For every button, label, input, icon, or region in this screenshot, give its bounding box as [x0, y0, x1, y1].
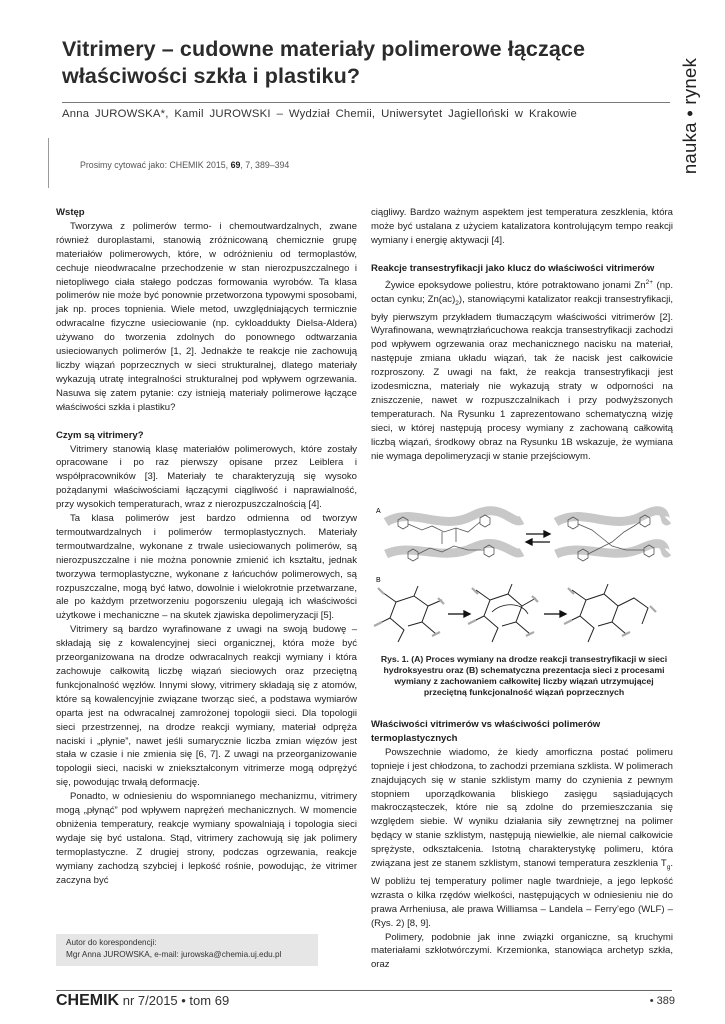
journal-issue: nr 7/2015 • tom 69 — [119, 993, 230, 1008]
panel-b-arrows — [448, 611, 566, 617]
title-divider — [62, 102, 670, 103]
section-tab-label: nauka • rynek — [679, 57, 700, 174]
heading-intro: Wstęp — [56, 207, 85, 218]
footer-divider — [56, 990, 672, 991]
citation-volume: 69 — [230, 160, 241, 170]
right-column-bottom — [371, 718, 673, 972]
heading-properties: Właściwości vitrimerów vs właściwości polimerów termoplastycznych — [371, 719, 601, 744]
figure-caption: Rys. 1. (A) Proces wymiany na drodze reakcji transestryfikacji w sieci hydroksyestru oraz (B) schematyczna prezentacja sieci z procesami wymiany z zachowaniem całkowitej liczby wiązań utrzymującej przeciętną funkcjonalność wiązań poprzecznych — [380, 654, 668, 697]
panel-a-left — [386, 511, 522, 561]
citation-suffix: , 7, 389–394 — [240, 160, 290, 170]
figure-label-b: B — [376, 577, 381, 584]
paragraph: Vitrimery stanowią klasę materiałów polimerowych, które zostały opracowane i po raz pierwszy opisane przez Leiblera i współpracowników [3]. Materiały te charakteryzują się wysoko pożądanymi właściwościami łączącymi ciągliwość i naprawialność, przy wysokich temperaturach, wraz z nierozpuszczalnością [4]. — [56, 443, 357, 511]
authors-line: Anna JUROWSKA*, Kamil JUROWSKI – Wydział Chemii, Uniwersytet Jagielloński w Krakowie — [62, 108, 578, 120]
citation — [80, 160, 289, 170]
journal-footer — [56, 992, 229, 1010]
paragraph: Polimery, podobnie jak inne związki organiczne, są kruchymi materiałami szkłotwórczymi. Krzemionka, stanowiąca archetyp szkła, oraz — [371, 931, 673, 971]
journal-brand: CHEMIK — [56, 992, 120, 1009]
panel-b-links — [374, 588, 656, 636]
paragraph: Powszechnie wiadomo, że kiedy amorficzna postać polimeru topnieje i jest chłodzona, to zachodzi przemiana szklista. W polimerach znajdujących się w stanie szklistym mamy do czynienia z pewnym stopniem uporządkowania bliskiego zasięgu sąsiadujących makrocząsteczek, które nie są zdolne do przemieszczania się względem siebie. W wyniku działania siły zewnętrznej na polimer będący w stanie szklistym, następują niewielkie, ale niemal całkowicie sprężyste, odkształcenia. Istotną charakterystykę polimeru, która związana jest ze stanem szklistym, stanowi temperatura zeszklenia $T_g$. W pobliżu tej temperatury polimer nagle twardnieje, a jego lepkość wzrasta o kilka rzędów wielkości, następujących w odniesieniu nie do prawa Arrheniusa, ale prawa Williamsa – Landela – Ferry’ego (WLF) – (Rys. 2) [8, 9]. — [371, 746, 673, 929]
paragraph: Tworzywa z polimerów termo- i chemoutwardzalnych, zwane również duroplastami, stanowią zróżnicowaną chemicznie grupę materiałów polimerowych, które, w odróżnieniu od termoplastów, cechuje nieodwracalne przechodzenie w stan nierozpuszczalnego i nietopliwego ciała stałego podczas formowania wyrobów. Ta klasa polimerów nie może być ponownie przetworzona typowymi sposobami, jak np. proces topnienia. Wiele metod, uwzględniających termicznie odwracalne fizyczne usieciowanie (np. cykloaddukty Dielsa-Aldera) używano do tworzenia zdolnych do ponownego odtwarzania usieciowanych polimerów [1, 2]. Jednakże te reakcje nie zachowują liczby wiązań poprzecznych w sieci strukturalnej, dlatego materiały wykazują utratę integralności strukturalnej pod wpływem ogrzewania. Nasuwa się zatem pytanie: czy istnieją materiały polimerowe łączące właściwości szkła i plastiku? — [56, 220, 357, 413]
paragraph: Vitrimery są bardzo wyrafinowane z uwagi na swoją budowę – składają się z kowalencyjnej sieci organicznej, która może być przeorganizowana na drodze odwracalnych reakcji wymiany i która zachowuje całkowitą liczbę wiązań sieciowych oraz przeciętną funkcjonalność węzłów. Innymi słowy, vitrimery składają się z atomów, które są kowalencyjnie związane tworząc sieć, a podstawa wymiarów oparta jest na odwracalnej zamrożonej topologii sieci. Dla topologii sieci przestrzennej, na drodze reakcji wymiany, materiał odpręża naciski i „płynie”, nawet jeśli sumarycznie liczba zmian więzów jest stała w czasie i nie zmienia się [6, 7]. Z uwagi na przeorganizowanie topologii sieci, naciski w zniekształconym vitrimerze mogą odprężyć się, powodując trwałą deformację. — [56, 624, 357, 789]
citation-bracket — [48, 138, 68, 188]
exchange-arrows — [526, 531, 550, 545]
left-column — [56, 206, 357, 888]
citation-prefix: Prosimy cytować jako: CHEMIK 2015, — [80, 160, 229, 170]
paragraph: Ta klasa polimerów jest bardzo odmienna od tworzyw termoutwardzalnych i polimerów termoplastycznych. Materiały termoutwardzalne, wykonane z trwale usieciowanych polimerów, są nierozpuszczalne i nie można ponownie zmienić ich kształtu, jednak tworzywa termoplastyczne, wykonane z łańcuchów polimerowych, są rozpuszczalne, mogą być łatwo, dowolnie i wielokrotnie przetwarzane, ale po każdym przetworzeniu pogorszeniu ulegają ich właściwości użytkowe i mechaniczne – na skutek zjawiska depolimeryzacji [5]. — [56, 513, 357, 622]
footnote-email: Mgr Anna JUROWSKA, e-mail: jurowska@chemia.uj.edu.pl — [66, 950, 282, 959]
panel-a-right — [556, 511, 668, 561]
heading-what-are-vitrimers: Czym są vitrimery? — [56, 429, 144, 441]
paragraph: Żywice epoksydowe poliestru, które potraktowano jonami $Zn^{2+}$ (np. octan cynku; $Zn(ac)_2$), stanowiącymi katalizator reakcji transestryfikacji, były pierwszym przykładem tłumaczącym właściwości vitrimerów [2]. Wyrafinowana, wewnątrzłańcuchowa reakcja transestryfikacji zachodzi pod wpływem ogrzewania oraz mechanicznego nacisku na materiał, następuje zmiana układu wiązań, tak że nacisk jest całkowicie rozproszony. Z uwagi na fakt, że reakcja transestryfikacji jest izodesmiczna, materiały nie wykazują straty w odporności na zniszczenie, nawet w rozpuszczalnikach i przy podwyższonych temperaturach. Na Rysunku 1 zaprezentowano schematyczną wizję sieci, w której następują procesy wymiany z zachowaną całkowitą liczbą wiązań, środkowy obraz na Rysunku 1B wskazuje, że wymiana nie wymaga depolimeryzacji w stanie przejściowym. — [371, 278, 673, 462]
page-number: • 389 — [649, 995, 675, 1007]
heading-transesterification: Reakcje transestryfikacji jako klucz do właściwości vitrimerów — [371, 262, 655, 274]
footnote-line: Autor do korespondencji: — [66, 938, 157, 947]
panel-b-networks — [378, 584, 648, 642]
paragraph: Ponadto, w odniesieniu do wspomnianego mechanizmu, vitrimery mogą „płynąć” pod wpływem naprężeń mechanicznych. W momencie obniżenia temperatury, reakcje wymiany spowalniają i topologia sieci wydaje się być ustalona. Stąd, vitrimery zachowują się jak polimery termoplastyczne. Z drugiej strony, podczas ogrzewania, reakcje wymiany zachodzą szybciej i lepkość rośnie, powodując, że vitrimer zaczyna być — [56, 791, 357, 886]
right-column-top — [371, 206, 673, 463]
figure-1 — [372, 502, 672, 648]
section-tab — [671, 28, 709, 203]
corresponding-author-note — [56, 934, 318, 966]
paragraph: ciągliwy. Bardzo ważnym aspektem jest temperatura zeszklenia, która może być ustalana z użyciem katalizatora kontrolującym tempo reakcji wymiany i energię aktywacji [4]. — [371, 207, 673, 246]
article-title: Vitrimery – cudowne materiały polimerowe łączące właściwości szkła i plastiku? — [62, 37, 586, 88]
figure-label-a: A — [376, 508, 381, 515]
